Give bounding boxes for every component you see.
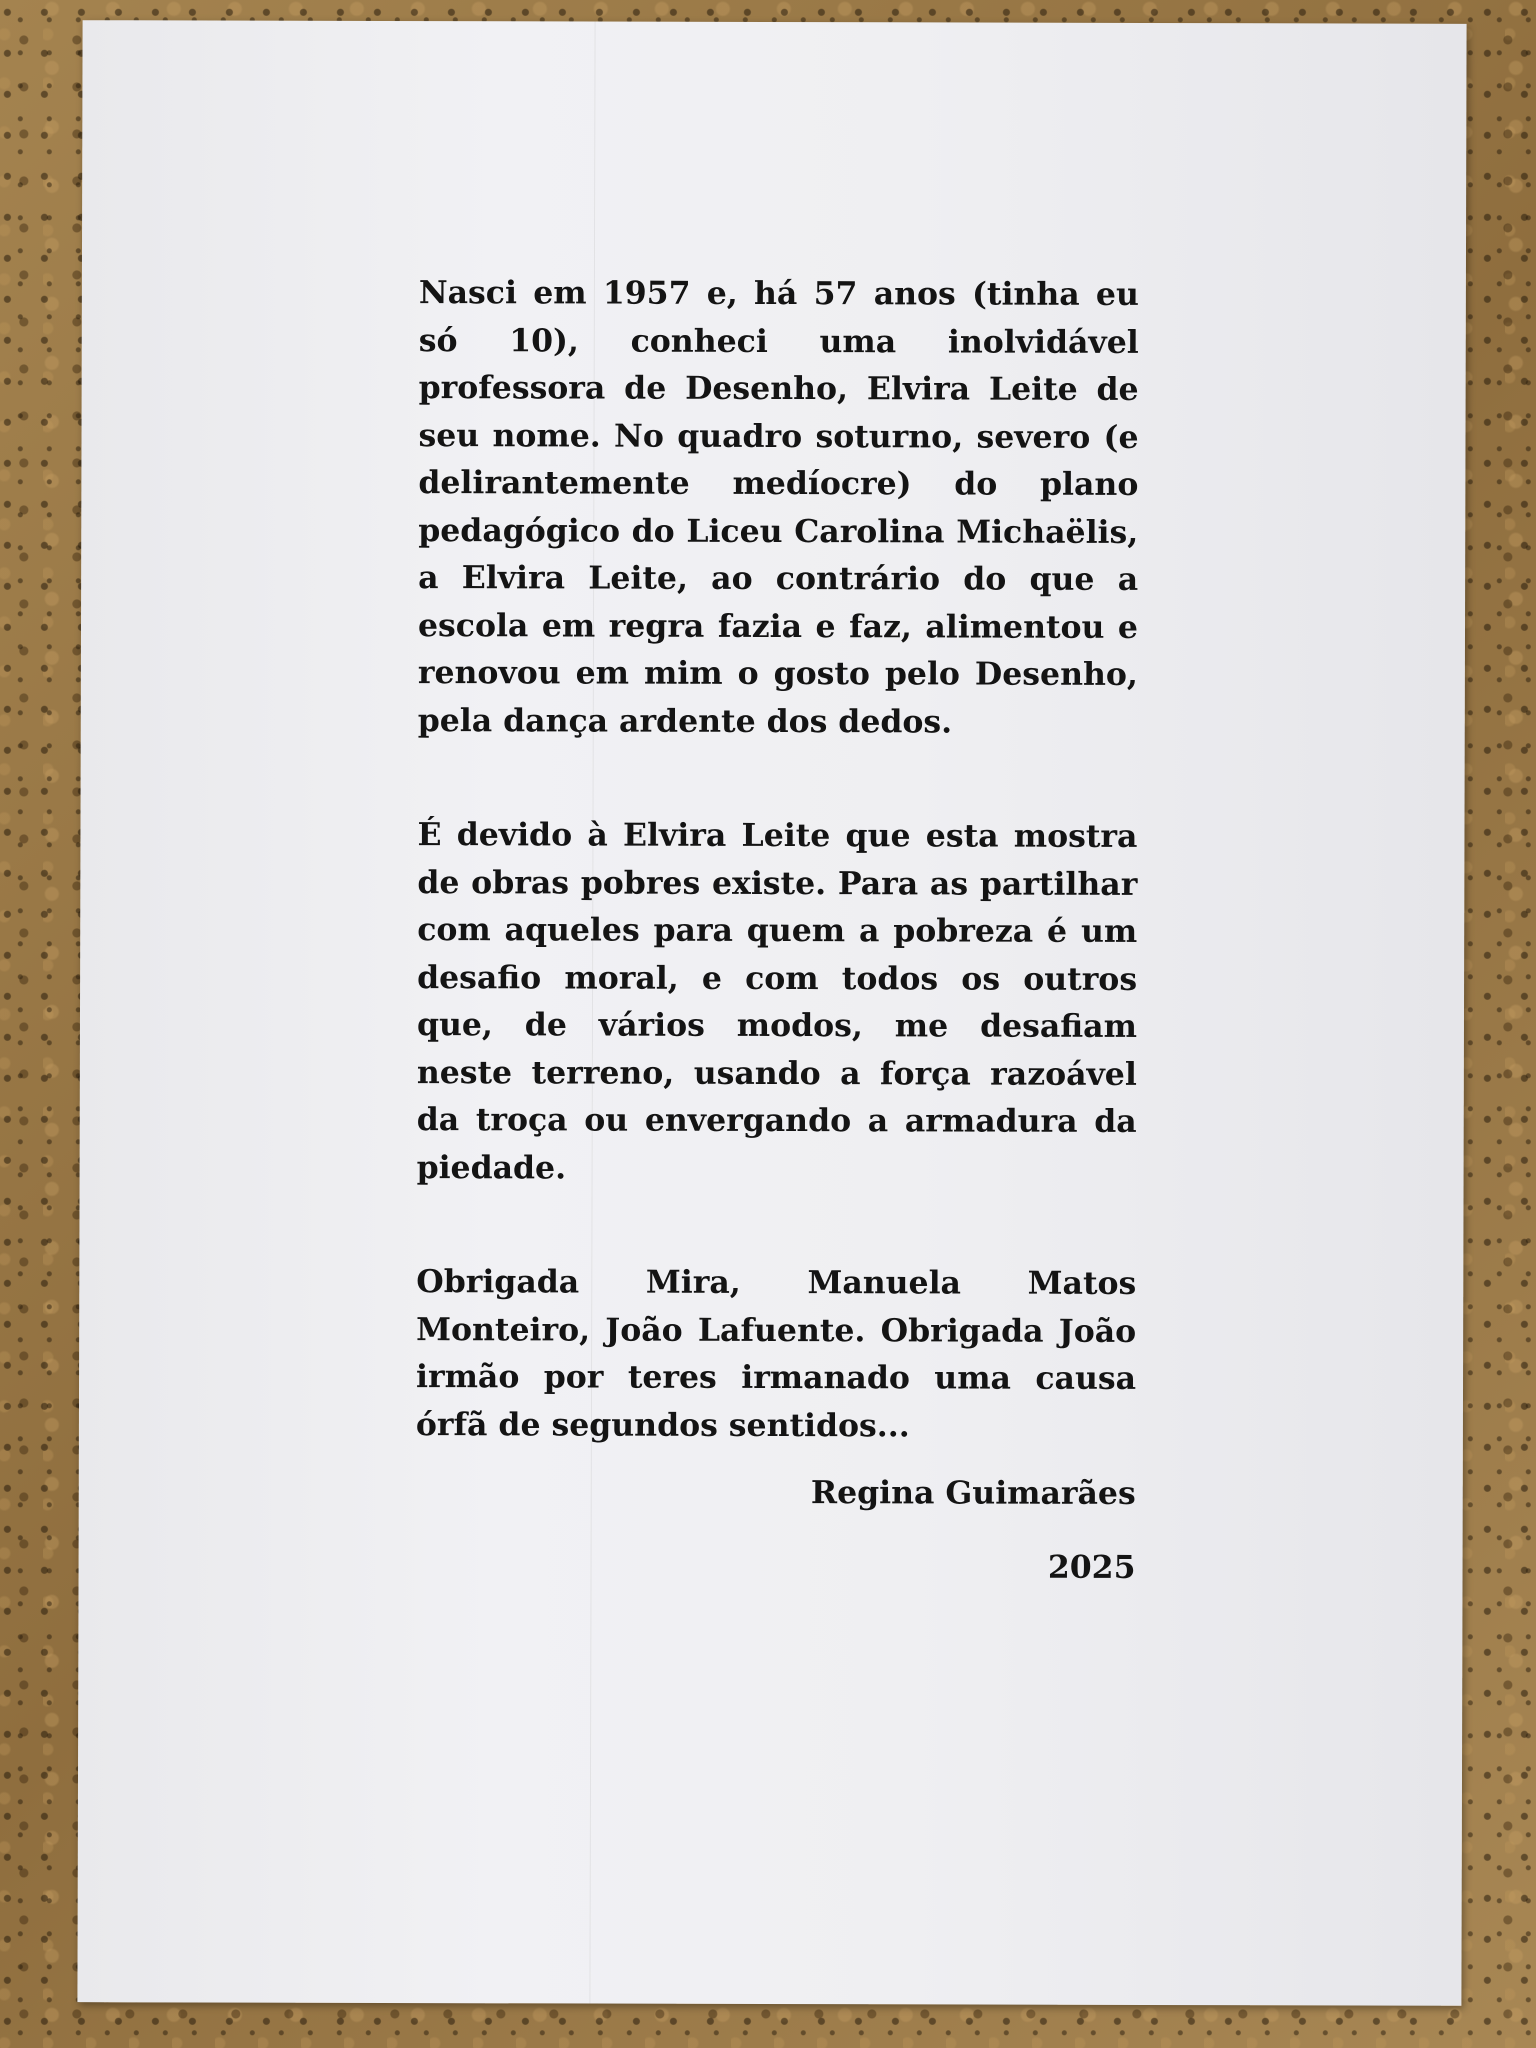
paper-sheet [77,20,1466,2006]
year: 2025 [1047,1548,1136,1586]
signature: Regina Guimarães [810,1474,1136,1512]
paragraph-thanks: Obrigada Mira, Manuela Matos Monteiro, João Lafuente. Obrigada João irmão por teres irmanado uma causa órfã de segundos sentidos... [415,1263,1137,1444]
text-block [415,269,1138,1591]
paragraph-exhibition: É devido à Elvira Leite que esta mostra de obras pobres existe. Para as partilhar com aqueles para quem a pobreza é um desafio moral, e com todos os outros que, de vários modos, me desafiam neste terreno, usando a força razoável da troça ou envergando a armadura da piedade. [416,816,1138,1186]
paragraph-intro: Nasci em 1957 e, há 57 anos (tinha eu só 10), conheci uma inolvidável professora de Desenho, Elvira Leite de seu nome. No quadro soturno, severo (e delirantemente medíocre) do plano pedagógico do Liceu Carolina Michaëlis, a Elvira Leite, ao contrário do que a escola em regra fazia e faz, alimentou e renovou em mim o gosto pelo Desenho, pela dança ardente dos dedos. [417,274,1139,740]
